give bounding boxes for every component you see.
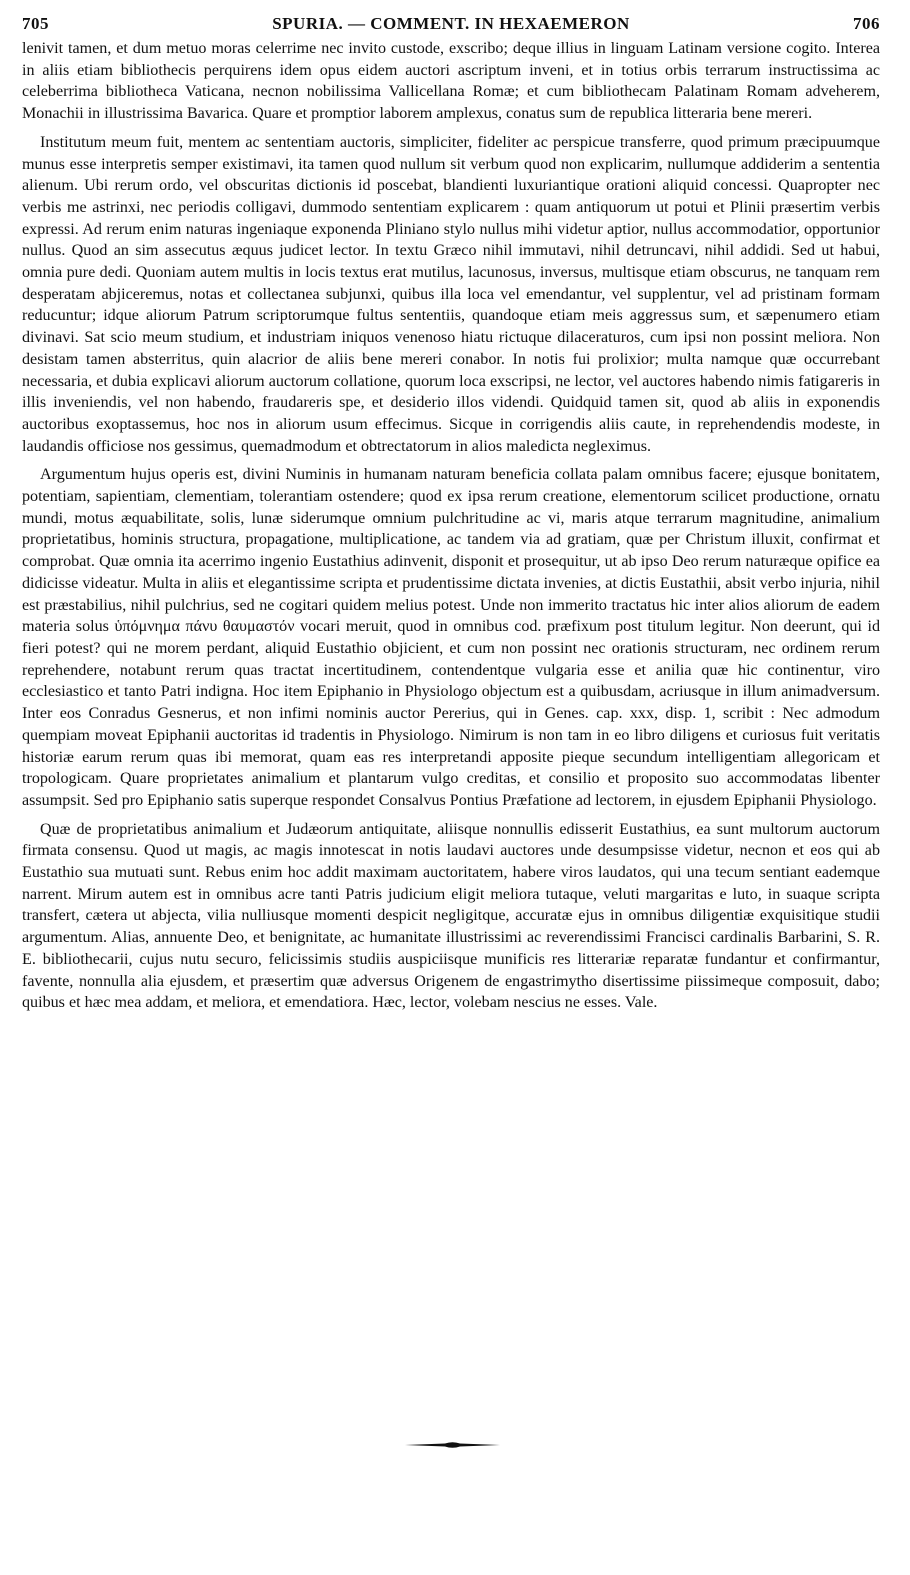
- right-page-number: 706: [852, 14, 880, 33]
- running-title: SPURIA. — COMMENT. IN HEXAEMERON: [272, 14, 630, 33]
- running-header: [22, 14, 880, 34]
- paragraph-argument: Argumentum hujus operis est, divini Numinis in humanam naturam beneficia collata palam omnibus facere; ejusque bonitatem, potentiam, sapientiam, clementiam, tolerantiam ostendere; quod ex ipsa rerum creatione, elementorum scilicet productione, ornatu mundi, motus æquabilitate, solis, lunæ siderumque omnium pulchritudine ac vi, maris atque terrarum magnitudine, animalium proprietatibus, hominis structura, propagatione, multiplicatione, ac tandem via ad gratiam, quæ per Christum illuxit, confirmat et comprobat. Quæ omnia ita acerrimo ingenio Eustathius adinvenit, disponit et prosequitur, ut ab ipso Deo rerum naturæque opifice ea didicisse videatur. Multa in aliis et elegantissime scripta et prudentissime dictata invenies, at dictis Eustathii, absit verbo injuria, nihil est præstabilius, nihil pulchrius, sed ne cogitari quidem melius potest. Unde non immerito tractatus hic inter alios aliorum de eadem materia solus ὑπόμνημα πάνυ θαυμαστόν vocari meruit, quod in omnibus cod. præfixum post titulum legitur. Non deerunt, qui id fieri potest? qui ne morem perdant, aliquid Eustathio objicient, et cum non possint nec orationis structuram, nec ordinem rerum reprehendere, notabunt rerum quas tractat incertitudinem, contendentque vulgaria esse et anilia quæ hic continentur, viro ecclesiastico et tanto Patri indigna. Hoc item Epiphanio in Physiologo objectum est a quibusdam, acriusque in illum animadversum. Inter eos Conradus Gesnerus, et non infimi nominis auctor Pererius, qui in Genes. cap. xxx, disp. 1, scribit : Nec admodum quempiam moveat Epiphanii auctoritas id tradentis in Physiologo. Nimirum is non tam in eo libro diligens et curiosus fuit veritatis historiæ earum rerum quas ibi memorat, quam eas res interpretandi apposite pieque secundum intelligentiam allegoricam et tropologicam. Quare proprietates animalium et plantarum vulgo creditas, et consilio et proposito suo accommodatas libenter assumpsit. Sed pro Epiphanio satis superque respondet Consalvus Pontius Præfatione ad lectorem, in ejusdem Epiphanii Physiologo.: [22, 466, 880, 809]
- left-page-number: 705: [22, 14, 49, 33]
- paragraph-method: Institutum meum fuit, mentem ac sententiam auctoris, simpliciter, fideliter ac perspicue transferre, quod primum præcipuumque munus esse interpretis semper existimavi, ita tamen quod nullum sit verbum quod non explicarim, nullumque addiderim a sententia alienum. Ubi rerum ordo, vel obscuritas dictionis id poscebat, blandienti luxuriantique orationi aliquid concessi. Quapropter nec verbis me astrinxi, nec periodis colligavi, dummodo sententiam explicarem : quam antiquorum ut potui et Plinii præsertim verbis expressi. Ad rerum enim naturas ingeniaque exponenda Pliniano stylo nullus mihi videtur aptior, nullus accommodatior, opportunior nullus. Quod an sim assecutus æquus judicet lector. In textu Græco nihil immutavi, nihil detruncavi, nihil addidi. Sed ut habui, omnia pure dedi. Quoniam autem multis in locis textus erat mutilus, lacunosus, inversus, multisque etiam obscurus, ne tanquam rem desperatam abjiceremus, notas et collectanea subjunxi, quibus illa loca vel emendantur, vel supplentur, vel ad pristinam formam reducuntur; idque aliorum Patrum scriptorumque fultus sententiis, quandoque etiam meis aggressus sum, et sæpenumero etiam divinavi. Sat scio meum studium, et industriam iniquos venenoso hiatu rictuque dilaceraturos, cum ipsi non possint meliora. Non desistam tamen absterritus, quin alacrior de aliis bene mereri conabor. In notis fui prolixior; multa namque quæ occurrebant necessaria, et dubia explicavi aliorum auctorum collatione, quorum loca exscripsi, ne lector, vel auctores habendo nimis fatigareris in illis inveniendis, vel non habendo, fraudareris spe, et desiderio illos videndi. Quidquid tamen sit, quod ab aliis in exponendis auctoribus exoptassemus, hoc nos in aliorum usum effecimus. Sicque in corrigendis aliis caute, in reprehendendis modeste, in laudandis officiose nos gessimus, quemadmodum et obtrectatorum in alios maledicta negleximus.: [22, 133, 880, 455]
- paragraph-conclusion: Quæ de proprietatibus animalium et Judæorum antiquitate, aliisque nonnullis edisserit Eustathius, ea sunt multorum auctorum firmata consensu. Quod ut magis, ac magis innotescat in notis laudavi auctores unde desumpsisse videtur, necnon et eos qui ab Eustathio sua mutuati sunt. Rebus enim hoc addit maximam auctoritatem, habere viros laudatos, qui una tecum sentiant eademque narrent. Mirum autem est in omnibus acre tanti Patris judicium eligit meliora tutaque, veluti margaritas e luto, in suaque scripta transfert, cætera ut abjecta, vilia nulliusque momenti despicit negligitque, accuratæ ejus in omnibus diligentiæ exquisitique studii argumentum. Alias, annuente Deo, et benignitate, ac humanitate illustrissimi ac reverendissimi Francisci cardinalis Barbarini, S. R. E. bibliothecarii, cujus nutu securo, felicissimis studiis auspiciisque munificis res litterariæ reparatæ fundantur et confirmantur, favente, nonnulla alia ejusdem, et præsertim quæ adversus Origenem de engastrimytho disertissime piissimeque composuit, dabo; quibus et hæc mea addam, et meliora, et emendatiora. Hæc, lector, volebam nescius ne esses. Vale.: [22, 820, 880, 1012]
- end-ornament-icon: [405, 1440, 500, 1450]
- paragraph-continuation: lenivit tamen, et dum metuo moras celerrime nec invito custode, exscribo; deque illius in linguam Latinam versione cogito. Interea in aliis etiam bibliothecis perquirens idem opus eidem auctori ascriptum inveni, et in totius orbis terrarum instructissima ac celeberrima bibliotheca Vaticana, necnon nobilissima Vallicellana Romæ; et cum bibliothecam Palatinam Romam adveherem, Monachii in illustrissima Bavarica. Quare et promptior laborem amplexus, conatus sum de republica litteraria bene mereri.: [22, 40, 880, 123]
